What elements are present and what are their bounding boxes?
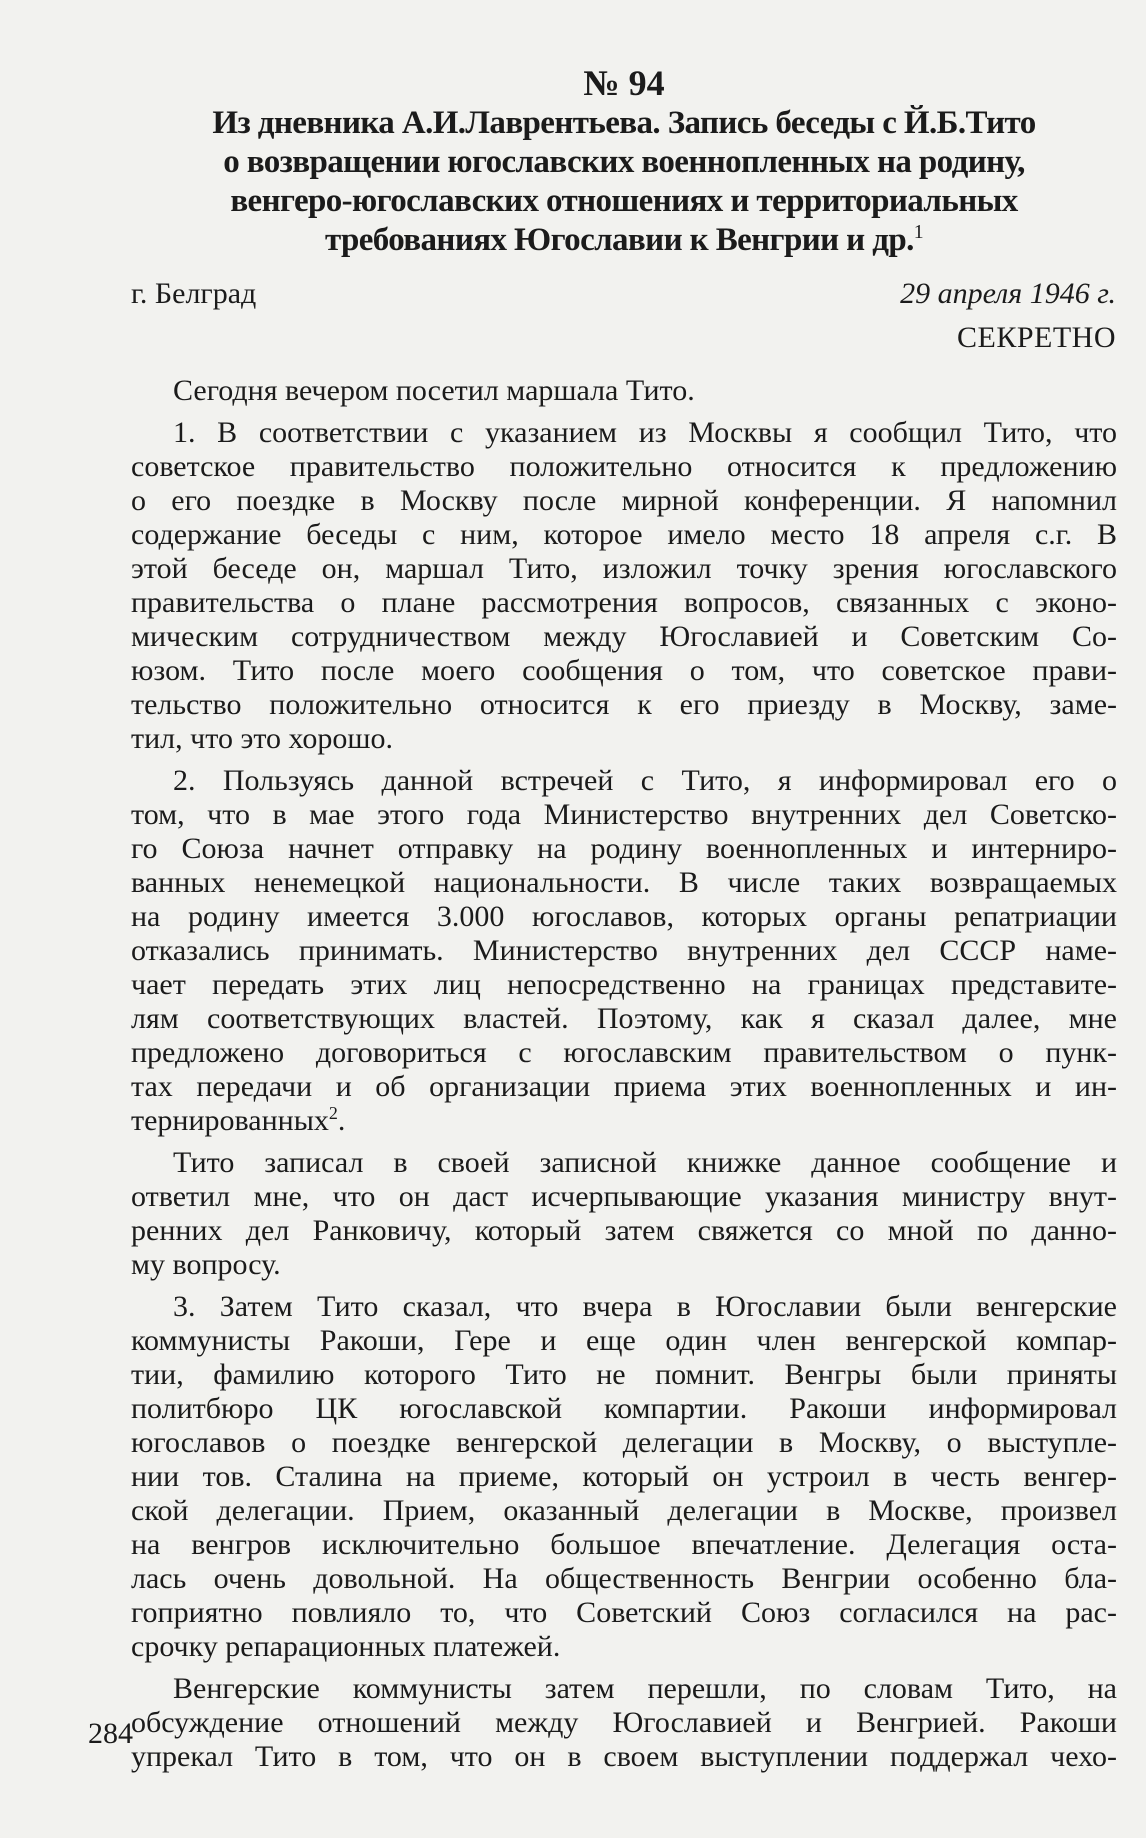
text-line-content: содержание беседы с ним, которое имело место 18 апреля с.г. В xyxy=(131,518,1117,551)
text-line-content: политбюро ЦК югославской компартии. Ракоши информировал xyxy=(131,1392,1117,1425)
text-line-content: Сегодня вечером посетил маршала Тито. xyxy=(173,374,695,407)
text-line-content: срочку репарационных платежей. xyxy=(131,1630,561,1663)
text-line-content: гоприятно повлияло то, что Советский Союз согласился на рас- xyxy=(131,1596,1117,1629)
place: г. Белград xyxy=(131,277,257,310)
text-line xyxy=(131,1324,1117,1358)
text-line-content: том, что в мае этого года Министерство внутренних дел Советско- xyxy=(131,798,1117,831)
text-line-content: му вопросу. xyxy=(131,1248,281,1281)
text-line xyxy=(131,688,1117,722)
text-line xyxy=(131,1358,1117,1392)
text-line-content: ванных ненемецкой национальности. В числе таких возвращаемых xyxy=(131,866,1117,899)
paragraph xyxy=(131,1290,1117,1664)
text-line-content: Венгерские коммунисты затем перешли, по словам Тито, на xyxy=(173,1672,1117,1705)
text-line xyxy=(131,1180,1117,1214)
footnote-marker: 2 xyxy=(328,1103,338,1123)
text-line xyxy=(131,1036,1117,1070)
date: 29 апреля 1946 г. xyxy=(900,277,1116,310)
text-line xyxy=(131,832,1117,866)
paragraph xyxy=(131,416,1117,756)
paragraph xyxy=(131,374,1117,408)
text-line-content: го Союза начнет отправку на родину военнопленных и интерниро- xyxy=(131,832,1117,865)
text-line xyxy=(131,1002,1117,1036)
text-line-content: Тито записал в своей записной книжке данное сообщение и xyxy=(173,1146,1117,1179)
text-line-content: тернированных xyxy=(131,1104,329,1137)
text-line xyxy=(131,764,1117,798)
title-line: Из дневника А.И.Лаврентьева. Запись беседы с Й.Б.Тито xyxy=(212,105,1036,141)
text-line xyxy=(131,1706,1117,1740)
text-line xyxy=(131,866,1117,900)
text-line xyxy=(131,552,1117,586)
text-line xyxy=(131,1248,1117,1282)
text-line-content: коммунисты Ракоши, Гере и еще один член венгерской компар- xyxy=(131,1324,1117,1357)
text-line xyxy=(131,1146,1117,1180)
text-line xyxy=(131,1494,1117,1528)
footnote-marker: 1 xyxy=(913,221,924,243)
text-line xyxy=(131,1672,1117,1706)
text-line-content: этой беседе он, маршал Тито, изложил точку зрения югославского xyxy=(131,552,1117,585)
text-line-content: упрекал Тито в том, что он в своем выступлении поддержал чехо- xyxy=(131,1740,1117,1773)
text-line xyxy=(131,1426,1117,1460)
paragraph xyxy=(131,764,1117,1138)
text-line xyxy=(131,654,1117,688)
text-line-content: тил, что это хорошо. xyxy=(131,722,393,755)
document-body xyxy=(131,374,1117,1782)
text-line-content: советское правительство положительно относится к предложению xyxy=(131,450,1117,483)
title-line-last xyxy=(131,221,1117,260)
page-number: 284 xyxy=(88,1717,133,1750)
punctuation: . xyxy=(337,1104,346,1137)
text-line xyxy=(131,586,1117,620)
text-line-content: ответил мне, что он даст исчерпывающие указания министру внут- xyxy=(131,1180,1117,1213)
text-line xyxy=(131,1070,1117,1104)
text-line-content: югославов о поездке венгерской делегации в Москву, о выступле- xyxy=(131,1426,1117,1459)
text-line-content: тах передачи и об организации приема этих военнопленных и ин- xyxy=(131,1070,1117,1103)
text-line xyxy=(131,1630,1117,1664)
text-line xyxy=(131,722,1117,756)
text-line-content: о его поездке в Москву после мирной конференции. Я напомнил xyxy=(131,484,1117,517)
text-line xyxy=(131,620,1117,654)
text-line-content: предложено договориться с югославским правительством о пунк- xyxy=(131,1036,1117,1069)
text-line xyxy=(131,1290,1117,1324)
text-line xyxy=(131,900,1117,934)
title-line: о возвращении югославских военнопленных на родину, xyxy=(223,144,1025,180)
text-line xyxy=(131,1528,1117,1562)
text-line-content: лям соответствующих властей. Поэтому, как я сказал далее, мне xyxy=(131,1002,1117,1035)
text-line xyxy=(131,1596,1117,1630)
text-line-content: на родину имеется 3.000 югославов, которых органы репатриации xyxy=(131,900,1117,933)
text-line xyxy=(131,798,1117,832)
text-line xyxy=(131,934,1117,968)
text-line xyxy=(131,968,1117,1002)
paragraph xyxy=(131,1672,1117,1774)
text-line xyxy=(131,1214,1117,1248)
text-line-content: юзом. Тито после моего сообщения о том, что советское прави- xyxy=(131,654,1117,687)
text-line-content: на венгров исключительно большое впечатление. Делегация оста- xyxy=(131,1528,1117,1561)
text-line xyxy=(131,1104,1117,1138)
text-line-content: обсуждение отношений между Югославией и Венгрией. Ракоши xyxy=(131,1706,1117,1739)
paragraph xyxy=(131,1146,1117,1282)
text-line-content: 2. Пользуясь данной встречей с Тито, я информировал его о xyxy=(173,764,1117,797)
text-line xyxy=(131,1392,1117,1426)
text-line-content: тии, фамилию которого Тито не помнит. Венгры были приняты xyxy=(131,1358,1117,1391)
text-line xyxy=(131,416,1117,450)
text-line-content: тельство положительно относится к его приезду в Москву, заме- xyxy=(131,688,1117,721)
text-line-content: нии тов. Сталина на приеме, который он устроил в честь венгер- xyxy=(131,1460,1117,1493)
text-line-content: 1. В соответствии с указанием из Москвы я сообщил Тито, что xyxy=(173,416,1117,449)
text-line xyxy=(131,518,1117,552)
text-line-content: правительства о плане рассмотрения вопросов, связанных с эконо- xyxy=(131,586,1117,619)
text-line-content: отказались принимать. Министерство внутренних дел СССР наме- xyxy=(131,934,1117,967)
text-line xyxy=(131,374,1117,408)
title-line: венгеро-югославских отношениях и территориальных xyxy=(230,183,1018,219)
text-line xyxy=(131,1460,1117,1494)
text-line-content: лась очень довольной. На общественность Венгрии особенно бла- xyxy=(131,1562,1117,1595)
text-line-content: чает передать этих лиц непосредственно на границах представите- xyxy=(131,968,1117,1001)
text-line xyxy=(131,1740,1117,1774)
text-line-content: ской делегации. Прием, оказанный делегации в Москве, произвел xyxy=(131,1494,1117,1527)
text-line xyxy=(131,450,1117,484)
text-line xyxy=(131,484,1117,518)
text-line-content: 3. Затем Тито сказал, что вчера в Югославии были венгерские xyxy=(173,1290,1117,1323)
text-line-content: мическим сотрудничеством между Югославией и Советским Со- xyxy=(131,620,1117,653)
document-title xyxy=(131,104,1117,260)
text-line-content: ренних дел Ранковичу, который затем свяжется со мной по данно- xyxy=(131,1214,1117,1247)
document-number: № 94 xyxy=(583,63,665,103)
title-line-text: требованиях Югославии к Венгрии и др. xyxy=(324,222,914,258)
classification-stamp: СЕКРЕТНО xyxy=(956,321,1116,354)
text-line xyxy=(131,1562,1117,1596)
